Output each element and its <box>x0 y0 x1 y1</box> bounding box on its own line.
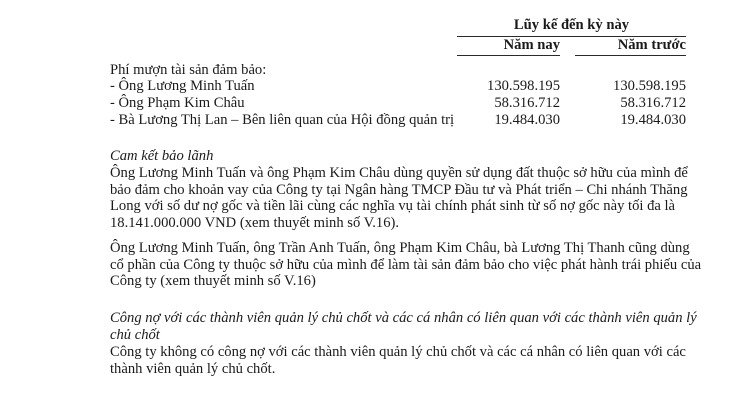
heading-line: chủ chốt <box>110 326 160 343</box>
paragraph-line: cổ phần của Công ty thuộc sở hữu của mình để làm tài sản đảm bảo cho việc phát hành trái phiếu của <box>110 256 702 273</box>
row-value-current-year: 19.484.030 <box>494 112 560 128</box>
row-label: - Bà Lương Thị Lan – Bên liên quan của Hội đồng quản trị <box>110 112 455 128</box>
paragraph-line: Công ty (xem thuyết minh số V.16) <box>110 273 316 289</box>
column-group-header: Lũy kế đến kỳ này <box>513 17 630 33</box>
guarantee-paragraph-1 <box>110 165 700 231</box>
row-value-current-year: 58.316.712 <box>494 95 560 111</box>
paragraph-line: Công ty không có công nợ với các thành viên quản lý chủ chốt và các cá nhân có liên quan với các <box>110 344 686 360</box>
row-label: - Ông Lương Minh Tuấn <box>110 78 255 94</box>
row-value-prior-year: 19.484.030 <box>620 112 686 128</box>
paragraph-line: 18.141.000.000 VND (xem thuyết minh số V.16). <box>110 214 400 231</box>
row-value-current-year: 130.598.195 <box>487 78 560 94</box>
guarantee-heading: Cam kết bảo lãnh <box>110 148 214 164</box>
current-year-header-rule <box>457 55 560 56</box>
heading-line: Công nợ với các thành viên quản lý chủ chốt và các cá nhân có liên quan với các thành viên quản lý <box>110 310 697 326</box>
paragraph-line: bảo đảm cho khoản vay của Công ty tại Ngân hàng TMCP Đầu tư và Phát triển – Chi nhánh Thăng <box>110 181 688 198</box>
paragraph-line: Ông Lương Minh Tuấn và ông Phạm Kim Châu dùng quyền sử dụng đất thuộc sở hữu của mình để <box>110 165 688 181</box>
row-label: - Ông Phạm Kim Châu <box>110 95 245 111</box>
debts-paragraph <box>110 344 700 377</box>
guarantee-paragraph-2 <box>110 240 700 290</box>
paragraph-line: Long với số dư nợ gốc và tiền lãi cùng các nghĩa vụ tài chính phát sinh từ số nợ gốc này tối đa là <box>110 198 676 214</box>
column-header-current-year: Năm nay <box>503 37 560 53</box>
paragraph-line: thành viên quản lý chủ chốt. <box>110 360 276 377</box>
row-value-prior-year: 130.598.195 <box>613 78 686 94</box>
section-label: Phí mượn tài sản đảm bảo: <box>110 62 267 78</box>
row-value-prior-year: 58.316.712 <box>620 95 686 111</box>
column-header-prior-year: Năm trước <box>617 37 686 53</box>
debts-heading <box>110 310 700 343</box>
paragraph-line: Ông Lương Minh Tuấn, ông Trần Anh Tuấn, ông Phạm Kim Châu, bà Lương Thị Thanh cũng dùng <box>110 240 690 256</box>
prior-year-header-rule <box>575 55 686 56</box>
